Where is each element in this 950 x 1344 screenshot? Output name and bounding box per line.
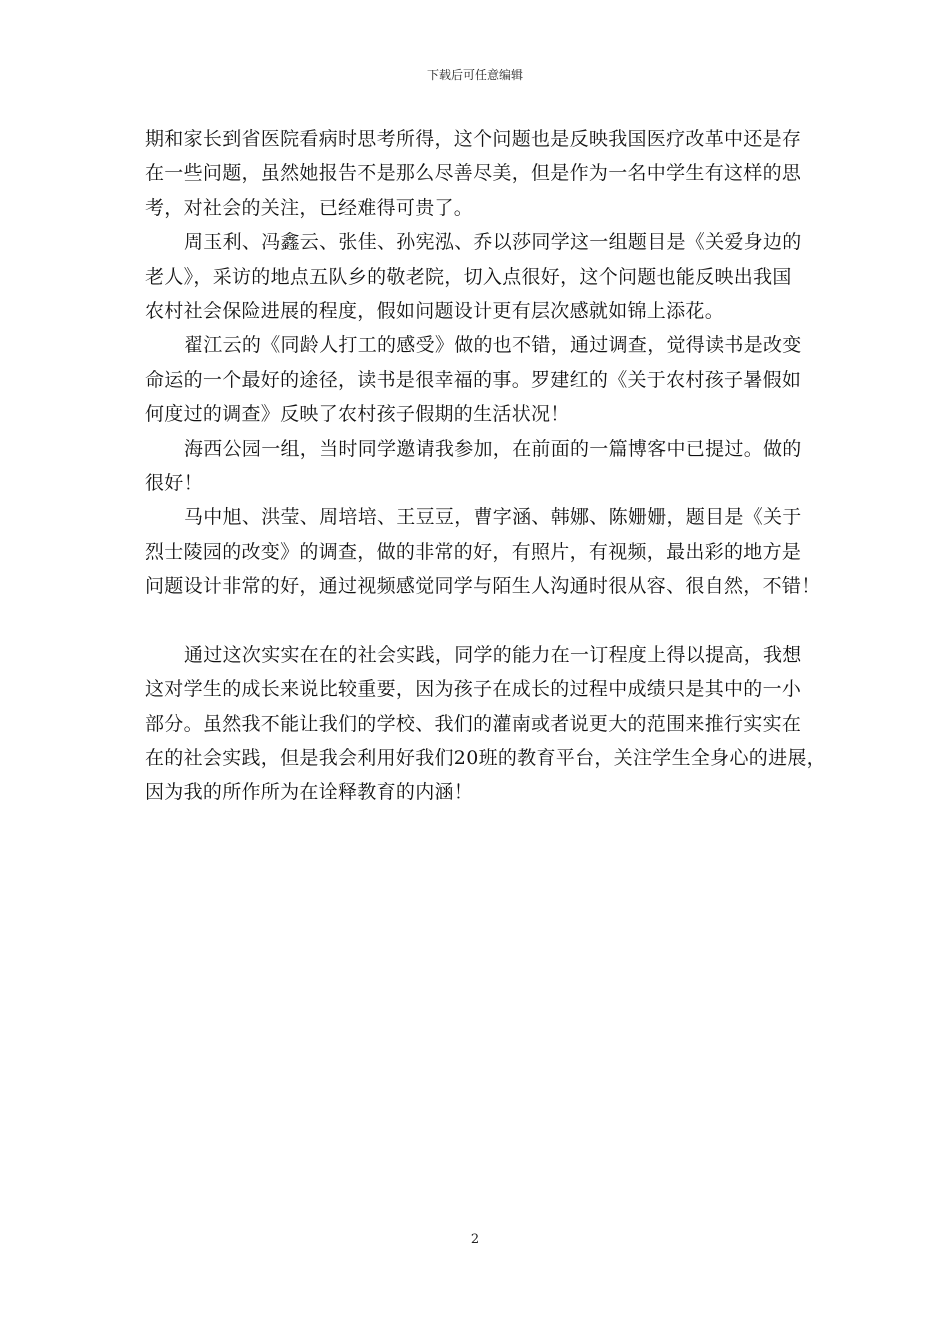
paragraph-start-line: 周玉利、冯鑫云、张佳、孙宪泓、乔以莎同学这一组题目是《关爱身边的 <box>184 231 802 254</box>
document-body <box>145 122 826 810</box>
text-line: 何度过的调查》反映了农村孩子假期的生活状况！ <box>145 403 570 426</box>
page-number: 2 <box>470 1232 480 1247</box>
text-line: 在一些问题，虽然她报告不是那么尽善尽美，但是作为一名中学生有这样的思 <box>145 162 802 185</box>
text-line: 老人》，采访的地点五队乡的敬老院，切入点很好，这个问题也能反映出我国 <box>145 265 792 288</box>
blank-line <box>145 603 815 637</box>
text-line: 很好！ <box>145 471 203 494</box>
text-line: 烈士陵园的改变》的调查，做的非常的好，有照片，有视频，最出彩的地方是 <box>145 540 802 563</box>
page-header: 下载后可任意编辑 <box>426 68 523 82</box>
paragraph-start-line: 海西公园一组，当时同学邀请我参加，在前面的一篇博客中已提过。做的 <box>184 437 802 460</box>
paragraph-start-line: 马中旭、洪莹、周培培、王豆豆，曹字涵、韩娜、陈姗姗，题目是《关于 <box>184 506 802 529</box>
text-line: 在的社会实践，但是我会利用好我们20班的教育平台，关注学生全身心的进展， <box>145 747 826 770</box>
text-line: 部分。虽然我不能让我们的学校、我们的灌南或者说更大的范围来推行实实在 <box>145 712 802 735</box>
text-line: 因为我的所作所为在诠释教育的内涵！ <box>145 781 474 804</box>
paragraph-start-line: 通过这次实实在在的社会实践，同学的能力在一订程度上得以提高，我想 <box>184 643 802 666</box>
text-line: 农村社会保险进展的程度，假如问题设计更有层次感就如锦上添花。 <box>145 299 725 322</box>
text-line: 问题设计非常的好，通过视频感觉同学与陌生人沟通时很从容、很自然，不错！ <box>145 575 821 598</box>
text-line: 考，对社会的关注，已经难得可贵了。 <box>145 196 474 219</box>
text-line: 期和家长到省医院看病时思考所得，这个问题也是反映我国医疗改革中还是存 <box>145 128 802 150</box>
text-line: 这对学生的成长来说比较重要，因为孩子在成长的过程中成绩只是其中的一小 <box>145 678 802 701</box>
text-line: 命运的一个最好的途径，读书是很幸福的事。罗建红的《关于农村孩子暑假如 <box>145 368 802 391</box>
paragraph-start-line: 翟江云的《同龄人打工的感受》做的也不错，通过调查，觉得读书是改变 <box>184 334 802 357</box>
